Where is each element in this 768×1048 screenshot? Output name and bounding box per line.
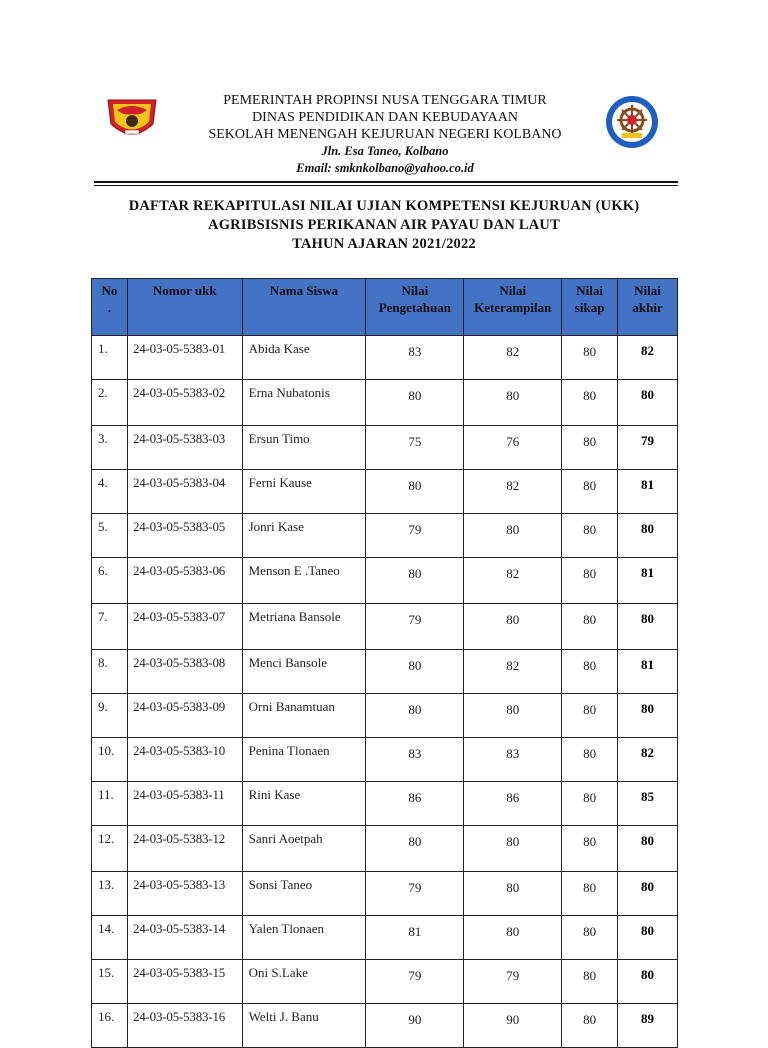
table-header-row (92, 279, 678, 336)
cell-nilai-sikap: 80 (562, 872, 618, 916)
cell-nomor-ukk: 24-03-05-5383-07 (127, 604, 242, 650)
cell-nilai-akhir: 80 (618, 872, 678, 916)
header-sikap-line2: sikap (574, 300, 605, 315)
header-nama-siswa: Nama Siswa (242, 279, 366, 336)
cell-no: 2. (92, 380, 128, 426)
header-keterampilan-line1: Nilai (499, 283, 527, 298)
cell-nilai-pengetahuan: 80 (366, 558, 464, 604)
cell-nilai-sikap: 80 (562, 470, 618, 514)
cell-nilai-pengetahuan: 83 (366, 738, 464, 782)
cell-no: 11. (92, 782, 128, 826)
cell-nilai-akhir: 80 (618, 916, 678, 960)
cell-nilai-pengetahuan: 86 (366, 782, 464, 826)
cell-no: 12. (92, 826, 128, 872)
cell-no: 16. (92, 1004, 128, 1048)
cell-no: 4. (92, 470, 128, 514)
cell-nomor-ukk: 24-03-05-5383-08 (127, 650, 242, 694)
header-nilai-sikap (562, 279, 618, 336)
cell-nama-siswa: Ferni Kause (242, 470, 366, 514)
cell-nilai-pengetahuan: 83 (366, 336, 464, 380)
table-row (92, 738, 678, 782)
cell-nomor-ukk: 24-03-05-5383-12 (127, 826, 242, 872)
header-nomor-ukk: Nomor ukk (127, 279, 242, 336)
cell-nilai-keterampilan: 80 (464, 826, 562, 872)
cell-nilai-sikap: 80 (562, 1004, 618, 1048)
cell-nomor-ukk: 24-03-05-5383-06 (127, 558, 242, 604)
cell-nilai-akhir: 82 (618, 738, 678, 782)
cell-no: 5. (92, 514, 128, 558)
header-nilai-keterampilan (464, 279, 562, 336)
header-no-dot: . (107, 300, 112, 315)
cell-no: 6. (92, 558, 128, 604)
cell-no: 10. (92, 738, 128, 782)
cell-nilai-keterampilan: 80 (464, 916, 562, 960)
title-line-1: DAFTAR REKAPITULASI NILAI UJIAN KOMPETENSI KEJURUAN (UKK) (128, 198, 640, 214)
cell-nomor-ukk: 24-03-05-5383-11 (127, 782, 242, 826)
cell-nilai-sikap: 80 (562, 650, 618, 694)
header-nilai-pengetahuan (366, 279, 464, 336)
cell-nama-siswa: Ersun Timo (242, 426, 366, 470)
cell-nilai-akhir: 80 (618, 694, 678, 738)
cell-no: 14. (92, 916, 128, 960)
cell-nilai-pengetahuan: 90 (366, 1004, 464, 1048)
cell-nama-siswa: Menci Bansole (242, 650, 366, 694)
cell-nilai-keterampilan: 80 (464, 514, 562, 558)
cell-nama-siswa: Welti J. Banu (242, 1004, 366, 1048)
header-no (92, 279, 128, 336)
table-row (92, 826, 678, 872)
cell-nilai-keterampilan: 80 (464, 694, 562, 738)
cell-no: 7. (92, 604, 128, 650)
province-emblem-logo (105, 94, 159, 144)
cell-nilai-akhir: 82 (618, 336, 678, 380)
title-line-2: AGRIBSISNIS PERIKANAN AIR PAYAU DAN LAUT (208, 217, 560, 233)
letterhead-line-1: PEMERINTAH PROPINSI NUSA TENGGARA TIMUR (223, 93, 547, 108)
cell-nama-siswa: Erna Nubatonis (242, 380, 366, 426)
cell-nilai-pengetahuan: 81 (366, 916, 464, 960)
cell-nilai-pengetahuan: 75 (366, 426, 464, 470)
cell-nomor-ukk: 24-03-05-5383-14 (127, 916, 242, 960)
cell-nilai-akhir: 80 (618, 514, 678, 558)
cell-nilai-keterampilan: 82 (464, 336, 562, 380)
cell-nilai-keterampilan: 80 (464, 380, 562, 426)
cell-nomor-ukk: 24-03-05-5383-03 (127, 426, 242, 470)
cell-nomor-ukk: 24-03-05-5383-15 (127, 960, 242, 1004)
cell-nilai-pengetahuan: 79 (366, 872, 464, 916)
cell-nilai-sikap: 80 (562, 694, 618, 738)
header-akhir-line1: Nilai (634, 283, 661, 298)
cell-nama-siswa: Sonsi Taneo (242, 872, 366, 916)
cell-nilai-sikap: 80 (562, 604, 618, 650)
header-sikap-line1: Nilai (576, 283, 603, 298)
cell-nilai-sikap: 80 (562, 558, 618, 604)
cell-nama-siswa: Yalen Tlonaen (242, 916, 366, 960)
table-row (92, 426, 678, 470)
table-row (92, 514, 678, 558)
cell-nama-siswa: Rini Kase (242, 782, 366, 826)
table-row (92, 336, 678, 380)
cell-nilai-keterampilan: 80 (464, 604, 562, 650)
letterhead-divider-thick (94, 181, 678, 183)
cell-nilai-pengetahuan: 80 (366, 650, 464, 694)
header-akhir-line2: akhir (632, 300, 663, 315)
cell-no: 8. (92, 650, 128, 694)
cell-no: 1. (92, 336, 128, 380)
cell-nilai-pengetahuan: 79 (366, 604, 464, 650)
cell-no: 15. (92, 960, 128, 1004)
cell-nilai-akhir: 89 (618, 1004, 678, 1048)
cell-nilai-pengetahuan: 79 (366, 514, 464, 558)
cell-nilai-akhir: 81 (618, 470, 678, 514)
cell-no: 13. (92, 872, 128, 916)
header-pengetahuan-line1: Nilai (401, 283, 429, 298)
school-emblem-logo (604, 94, 660, 150)
cell-nilai-akhir: 81 (618, 558, 678, 604)
cell-nilai-pengetahuan: 79 (366, 960, 464, 1004)
letterhead-line-2: DINAS PENDIDIKAN DAN KEBUDAYAAN (252, 110, 518, 125)
header-no-text: No (101, 283, 118, 298)
header-pengetahuan-line2: Pengetahuan (378, 300, 451, 315)
cell-nama-siswa: Sanri Aoetpah (242, 826, 366, 872)
table-row (92, 380, 678, 426)
cell-nilai-keterampilan: 82 (464, 470, 562, 514)
cell-nilai-sikap: 80 (562, 782, 618, 826)
cell-nilai-sikap: 80 (562, 336, 618, 380)
cell-nilai-keterampilan: 90 (464, 1004, 562, 1048)
cell-nama-siswa: Orni Banamtuan (242, 694, 366, 738)
cell-nilai-akhir: 81 (618, 650, 678, 694)
cell-nilai-akhir: 79 (618, 426, 678, 470)
cell-no: 3. (92, 426, 128, 470)
cell-nomor-ukk: 24-03-05-5383-16 (127, 1004, 242, 1048)
cell-no: 9. (92, 694, 128, 738)
letterhead-address: Jln. Esa Taneo, Kolbano (321, 144, 449, 158)
letterhead-divider-thin (94, 185, 678, 186)
cell-nilai-pengetahuan: 80 (366, 470, 464, 514)
cell-nama-siswa: Penina Tlonaen (242, 738, 366, 782)
table-row (92, 960, 678, 1004)
cell-nilai-akhir: 80 (618, 960, 678, 1004)
header-keterampilan-line2: Keterampilan (474, 300, 552, 315)
cell-nilai-sikap: 80 (562, 826, 618, 872)
table-row (92, 470, 678, 514)
table-row (92, 916, 678, 960)
cell-nilai-keterampilan: 79 (464, 960, 562, 1004)
letterhead-email: Email: smknkolbano@yahoo.co.id (296, 161, 474, 175)
cell-nama-siswa: Oni S.Lake (242, 960, 366, 1004)
cell-nomor-ukk: 24-03-05-5383-01 (127, 336, 242, 380)
table-row (92, 650, 678, 694)
cell-nomor-ukk: 24-03-05-5383-10 (127, 738, 242, 782)
cell-nilai-keterampilan: 86 (464, 782, 562, 826)
cell-nilai-akhir: 80 (618, 826, 678, 872)
letterhead-line-3: SEKOLAH MENENGAH KEJURUAN NEGERI KOLBANO (208, 127, 562, 142)
cell-nomor-ukk: 24-03-05-5383-09 (127, 694, 242, 738)
table-row (92, 558, 678, 604)
cell-nilai-akhir: 80 (618, 604, 678, 650)
cell-nama-siswa: Abida Kase (242, 336, 366, 380)
cell-nilai-pengetahuan: 80 (366, 826, 464, 872)
cell-nilai-sikap: 80 (562, 514, 618, 558)
cell-nilai-sikap: 80 (562, 916, 618, 960)
table-row (92, 782, 678, 826)
cell-nilai-keterampilan: 76 (464, 426, 562, 470)
cell-nilai-keterampilan: 82 (464, 558, 562, 604)
cell-nilai-akhir: 85 (618, 782, 678, 826)
cell-nilai-sikap: 80 (562, 960, 618, 1004)
table-row (92, 1004, 678, 1048)
cell-nilai-sikap: 80 (562, 426, 618, 470)
cell-nomor-ukk: 24-03-05-5383-04 (127, 470, 242, 514)
cell-nama-siswa: Menson E .Taneo (242, 558, 366, 604)
header-nilai-akhir (618, 279, 678, 336)
cell-nilai-akhir: 80 (618, 380, 678, 426)
cell-nama-siswa: Metriana Bansole (242, 604, 366, 650)
cell-nilai-keterampilan: 80 (464, 872, 562, 916)
cell-nilai-keterampilan: 82 (464, 650, 562, 694)
cell-nomor-ukk: 24-03-05-5383-05 (127, 514, 242, 558)
cell-nilai-sikap: 80 (562, 380, 618, 426)
title-line-3: TAHUN AJARAN 2021/2022 (292, 236, 476, 252)
cell-nilai-pengetahuan: 80 (366, 380, 464, 426)
cell-nilai-keterampilan: 83 (464, 738, 562, 782)
cell-nomor-ukk: 24-03-05-5383-13 (127, 872, 242, 916)
document-title (90, 197, 678, 254)
cell-nilai-pengetahuan: 80 (366, 694, 464, 738)
table-row (92, 694, 678, 738)
cell-nama-siswa: Jonri Kase (242, 514, 366, 558)
table-row (92, 872, 678, 916)
cell-nomor-ukk: 24-03-05-5383-02 (127, 380, 242, 426)
letterhead (170, 92, 600, 177)
table-row (92, 604, 678, 650)
grades-table (91, 278, 678, 1048)
cell-nilai-sikap: 80 (562, 738, 618, 782)
